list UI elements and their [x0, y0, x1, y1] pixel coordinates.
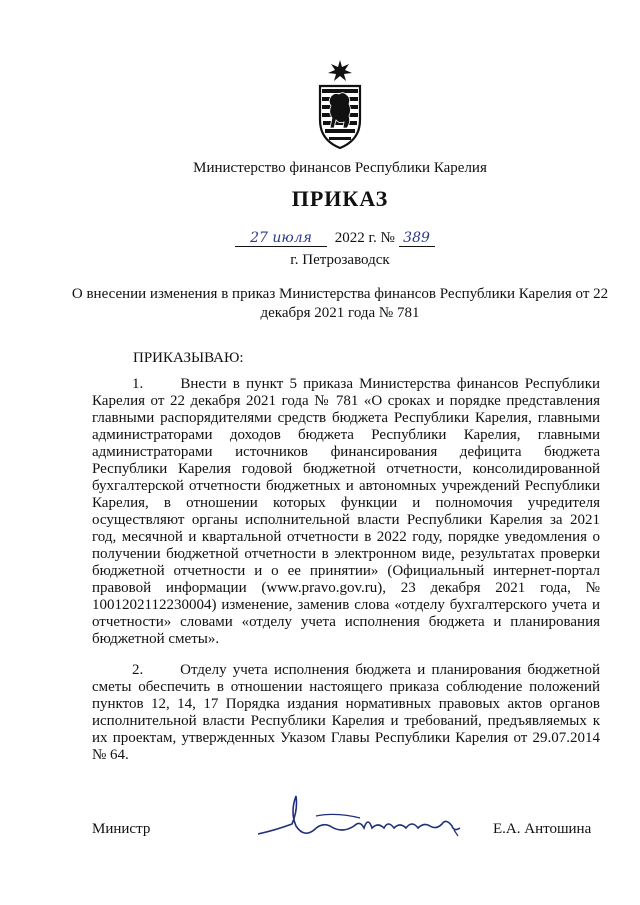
- handwritten-number: 389: [399, 230, 435, 247]
- document-title: ПРИКАЗ: [291, 186, 389, 211]
- coat-of-arms-emblem: [317, 58, 363, 150]
- date-number-line: [235, 230, 435, 247]
- paragraph-1: [92, 376, 600, 648]
- order-word: ПРИКАЗЫВАЮ:: [133, 350, 244, 366]
- paragraph-number: 2.: [132, 662, 144, 678]
- paragraph-number: 1.: [132, 376, 144, 392]
- ministry-name: Министерство финансов Республики Карелия: [193, 160, 487, 176]
- handwritten-date: 27 июля: [235, 230, 327, 247]
- paragraph-text: Внести в пункт 5 приказа Министерства финансов Республики Карелия от 22 декабря 2021 года № 781 «О сроках и порядке представления главными распорядителями средств бюджета Республики Карелия, главными администраторами доходов бюджета Республики Карелия, главными администраторами источников финансирования дефицита бюджета Республики Карелия годовой бюджетной отчетности, консолидированной бухгалтерской отчетности бюджетных и автономных учреждений Республики Карелия, в отношении которых функции и полномочия учредителя осуществляют органы исполнительной власти Республики Карелия за 2021 год, месячной и квартальной отчетности в 2022 году, порядке уведомления о получении бюджетной отчетности в электронном виде, результатах проверки бюджетной отчетности и о ее принятии» (Официальный интернет-портал правовой информации (www.pravo.gov.ru), 23 декабря 2021 года, № 1001202112230004) изменение, заменив слова «отделу бухгалтерского учета и отчетности» словами «отделу учета исполнения бюджета и планирования бюджетной сметы».: [92, 376, 601, 647]
- document-subject: О внесении изменения в приказ Министерства финансов Республики Карелия от 22 декабря 2021 года № 781: [71, 286, 609, 321]
- paragraph-text: Отделу учета исполнения бюджета и планирования бюджетной сметы обеспечить в отношении настоящего приказа соблюдение положений пунктов 12, 14, 17 Порядка издания нормативных правовых актов органов исполнительной власти Республики Карелия и требований, предъявляемых к их проектам, утвержденных Указом Главы Республики Карелия от 29.07.2014 № 64.: [92, 662, 600, 763]
- paragraph-2: [92, 662, 600, 764]
- city: г. Петрозаводск: [290, 252, 390, 268]
- signatory-name: Е.А. Антошина: [493, 821, 592, 837]
- year-number-label: 2022 г. №: [334, 230, 395, 246]
- signatory-position: Министр: [92, 821, 151, 837]
- handwritten-signature: [256, 790, 476, 842]
